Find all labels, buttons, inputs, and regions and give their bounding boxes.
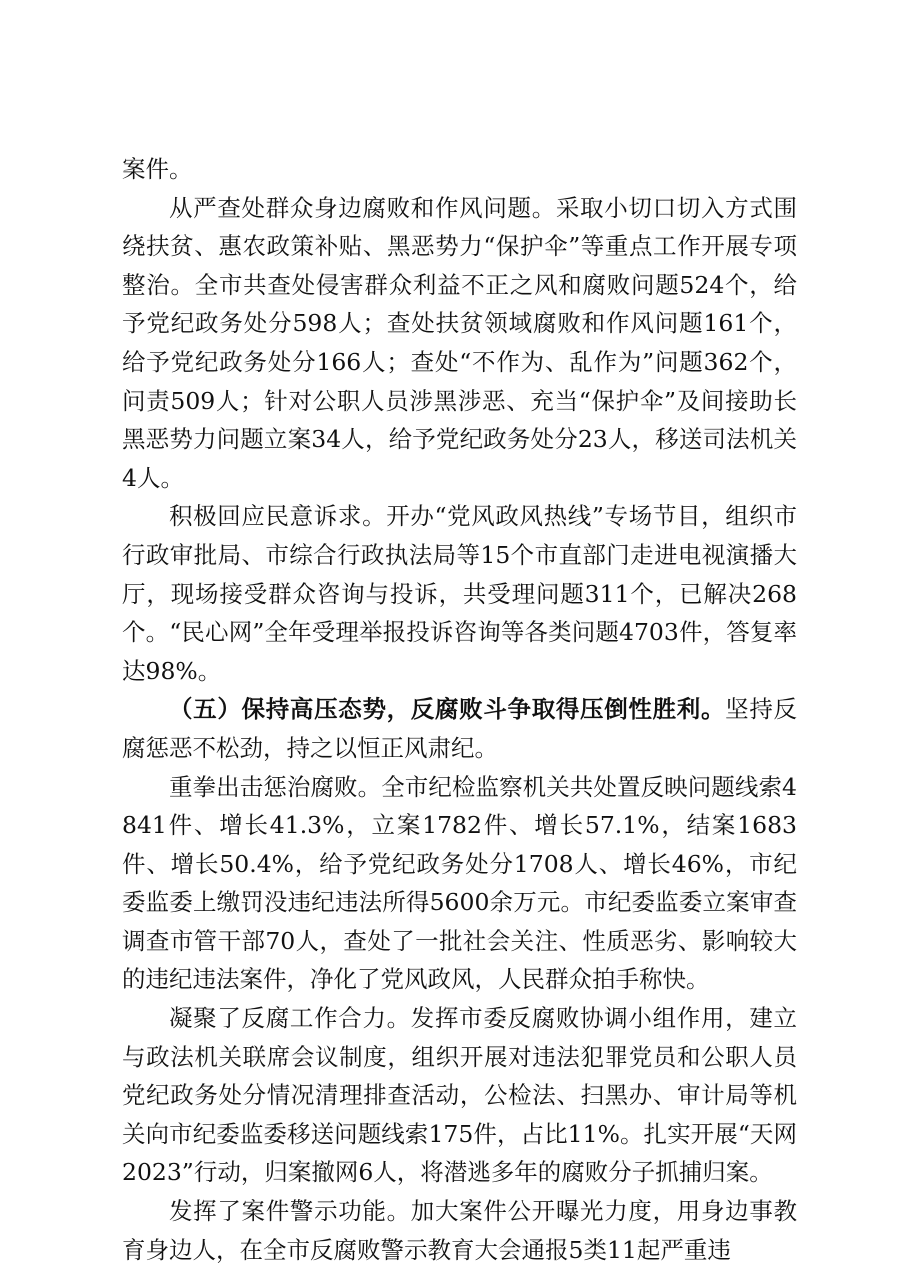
paragraph-punish-corruption: 重拳出击惩治腐败。全市纪检监察机关共处置反映问题线索4841件、增长41.3%，立案1782件、增长57.1%，结案1683件、增长50.4%，给予党纪政务处分1708人、增长46%，市纪委监委上缴罚没违纪违法所得5600余万元。市纪委监委立案审查调查市管干部70人，查处了一批社会关注、性质恶劣、影响较大的违纪违法案件，净化了党风政风，人民群众拍手称快。	[122, 772, 797, 994]
paragraph-case-warning: 发挥了案件警示功能。加大案件公开曝光力度，用身边事教育身边人，在全市反腐败警示教育大会通报5类11起严重违	[122, 1197, 797, 1264]
document-body	[122, 150, 797, 1269]
paragraph-strict-investigation: 从严查处群众身边腐败和作风问题。采取小切口切入方式围绕扶贫、惠农政策补贴、黑恶势力“保护伞”等重点工作开展专项整治。全市共查处侵害群众利益不正之风和腐败问题524个，给予党纪政务处分598人；查处扶贫领域腐败和作风问题161个，给予党纪政务处分166人；查处“不作为、乱作为”问题362个，问责509人；针对公职人员涉黑涉恶、充当“保护伞”及间接助长黑恶势力问题立案34人，给予党纪政务处分23人，移送司法机关4人。	[122, 193, 797, 492]
paragraph-continuation: 案件。	[122, 155, 193, 183]
paragraph-anti-corruption-synergy: 凝聚了反腐工作合力。发挥市委反腐败协调小组作用，建立与政法机关联席会议制度，组织开展对违法犯罪党员和公职人员党纪政务处分情况清理排查活动，公检法、扫黑办、审计局等机关向市纪委监委移送问题线索175件，占比11%。扎实开展“天网2023”行动，归案撤网6人，将潜逃多年的腐败分子抓捕归案。	[122, 1004, 797, 1187]
section-heading-rest: 坚持反腐惩恶不松劲，持之以恒正风肃纪。	[122, 695, 798, 762]
paragraph-public-response: 积极回应民意诉求。开办“党风政风热线”专场节目，组织市行政审批局、市综合行政执法局等15个市直部门走进电视演播大厅，现场接受群众咨询与投诉，共受理问题311个，已解决268个。“民心网”全年受理举报投诉咨询等各类问题4703件，答复率达98%。	[122, 502, 797, 685]
section-heading-lead: （五）保持高压态势，反腐败斗争取得压倒性胜利。	[169, 695, 726, 724]
section-heading-five	[122, 690, 797, 767]
